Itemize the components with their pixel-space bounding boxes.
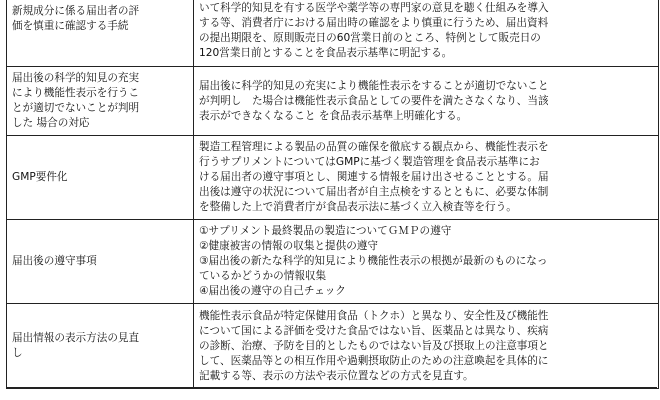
table-row [7, 220, 659, 304]
row-label-line: により機能性表示を行うこ [12, 87, 140, 99]
policy-table [6, 0, 659, 389]
row-body-cell [194, 220, 659, 304]
row-label-line: した 場合の対応 [12, 117, 90, 129]
row-label-line: 届出後の遵守事項 [12, 255, 97, 267]
row-body-line: 表示ができなくなること を食品表示基準上明確化する。 [199, 109, 468, 122]
table-row [7, 304, 659, 389]
row-label-cell [7, 136, 194, 220]
row-label-line: し [12, 347, 23, 359]
row-body-line: 届出後に科学的知見の充実により機能性表示をすることが適切でないこと [199, 79, 549, 92]
row-body-line: ける届出者の遵守事項とし、関連する情報を届け出させることとする。届 [199, 171, 549, 183]
row-body-line: ③届出後の新たな科学的知見により機能性表示の根拠が最新のものになっ [199, 255, 548, 267]
row-body-line: ②健康被害の情報の収集と提供の遵守 [199, 240, 378, 252]
row-body-line: 行うサプリメントについてはGMPに基づく製造管理を食品表示基準にお [199, 156, 540, 168]
row-label-cell [7, 0, 194, 67]
row-body-line: 製造工程管理による製品の品質の確保を徹底する観点から、機能性表示を [199, 141, 549, 153]
table-row [7, 67, 659, 136]
row-body-line: いて科学的知見を有する医学や薬学等の専門家の意見を聴く仕組みを導入 [199, 2, 549, 14]
row-label-cell [7, 304, 194, 389]
row-body-line: ④届出後の遵守の自己チェック [199, 285, 346, 297]
row-body-line: して、医薬品等との相互作用や過剰摂取防止のための注意喚起を具体的に [199, 354, 549, 367]
page-bottom-rule [6, 387, 657, 388]
row-body-cell [194, 0, 659, 67]
row-label-line: 届出後の科学的知見の充実 [12, 72, 140, 84]
row-label-line: 届出情報の表示方法の見直 [12, 332, 140, 344]
table-row [7, 0, 659, 67]
row-body-line: 120営業日前とすることを食品表示基準に明記する。 [199, 47, 453, 59]
row-body-cell [194, 136, 659, 220]
row-label-line: とが適切でないことが判明 [12, 102, 140, 114]
row-body-line: ているかどうかの情報収集 [199, 270, 327, 282]
row-body-line: ①サプリメント最終製品の製造についてＧＭＰの遵守 [199, 225, 452, 237]
row-label-cell [7, 67, 194, 136]
row-body-cell [194, 304, 659, 389]
row-body-line: 記載する等、表示の方法や表示位置などの方式を見直す。 [199, 369, 474, 382]
row-body-line: する等、消費者庁における届出時の確認をより慎重に行うため、届出資料 [199, 17, 549, 29]
row-body-line: について国による評価を受けた食品ではない旨、医薬品とは異なり、疾病 [199, 324, 549, 337]
row-body-line: を整備した上で消費者庁が食品表示法に基づく立入検査等を行う。 [199, 201, 517, 213]
row-body-line: 機能性表示食品が特定保健用食品（トクホ）と異なり、安全性及び機能性 [199, 309, 549, 322]
row-body-line: 出後は遵守の状況について届出者が自主点検をするとともに、必要な体制 [199, 186, 549, 198]
row-body-cell [194, 67, 659, 136]
row-body-line: の提出期限を、原則販売日の60営業日前のところ、特例として販売日の [199, 32, 541, 44]
row-body-line: の診断、治療、予防を目的としたものではない旨及び摂取上の注意事項と [199, 339, 549, 352]
row-label-cell [7, 220, 194, 304]
row-body-line: が判明し た場合は機能性表示食品としての要件を満たさなくなり、当該 [199, 94, 549, 107]
row-label-line: GMP要件化 [12, 171, 68, 183]
row-label-line: 新規成分に係る届出者の評 [12, 5, 140, 17]
table-row [7, 136, 659, 220]
row-label-line: 価を慎重に確認する手続 [12, 20, 129, 32]
